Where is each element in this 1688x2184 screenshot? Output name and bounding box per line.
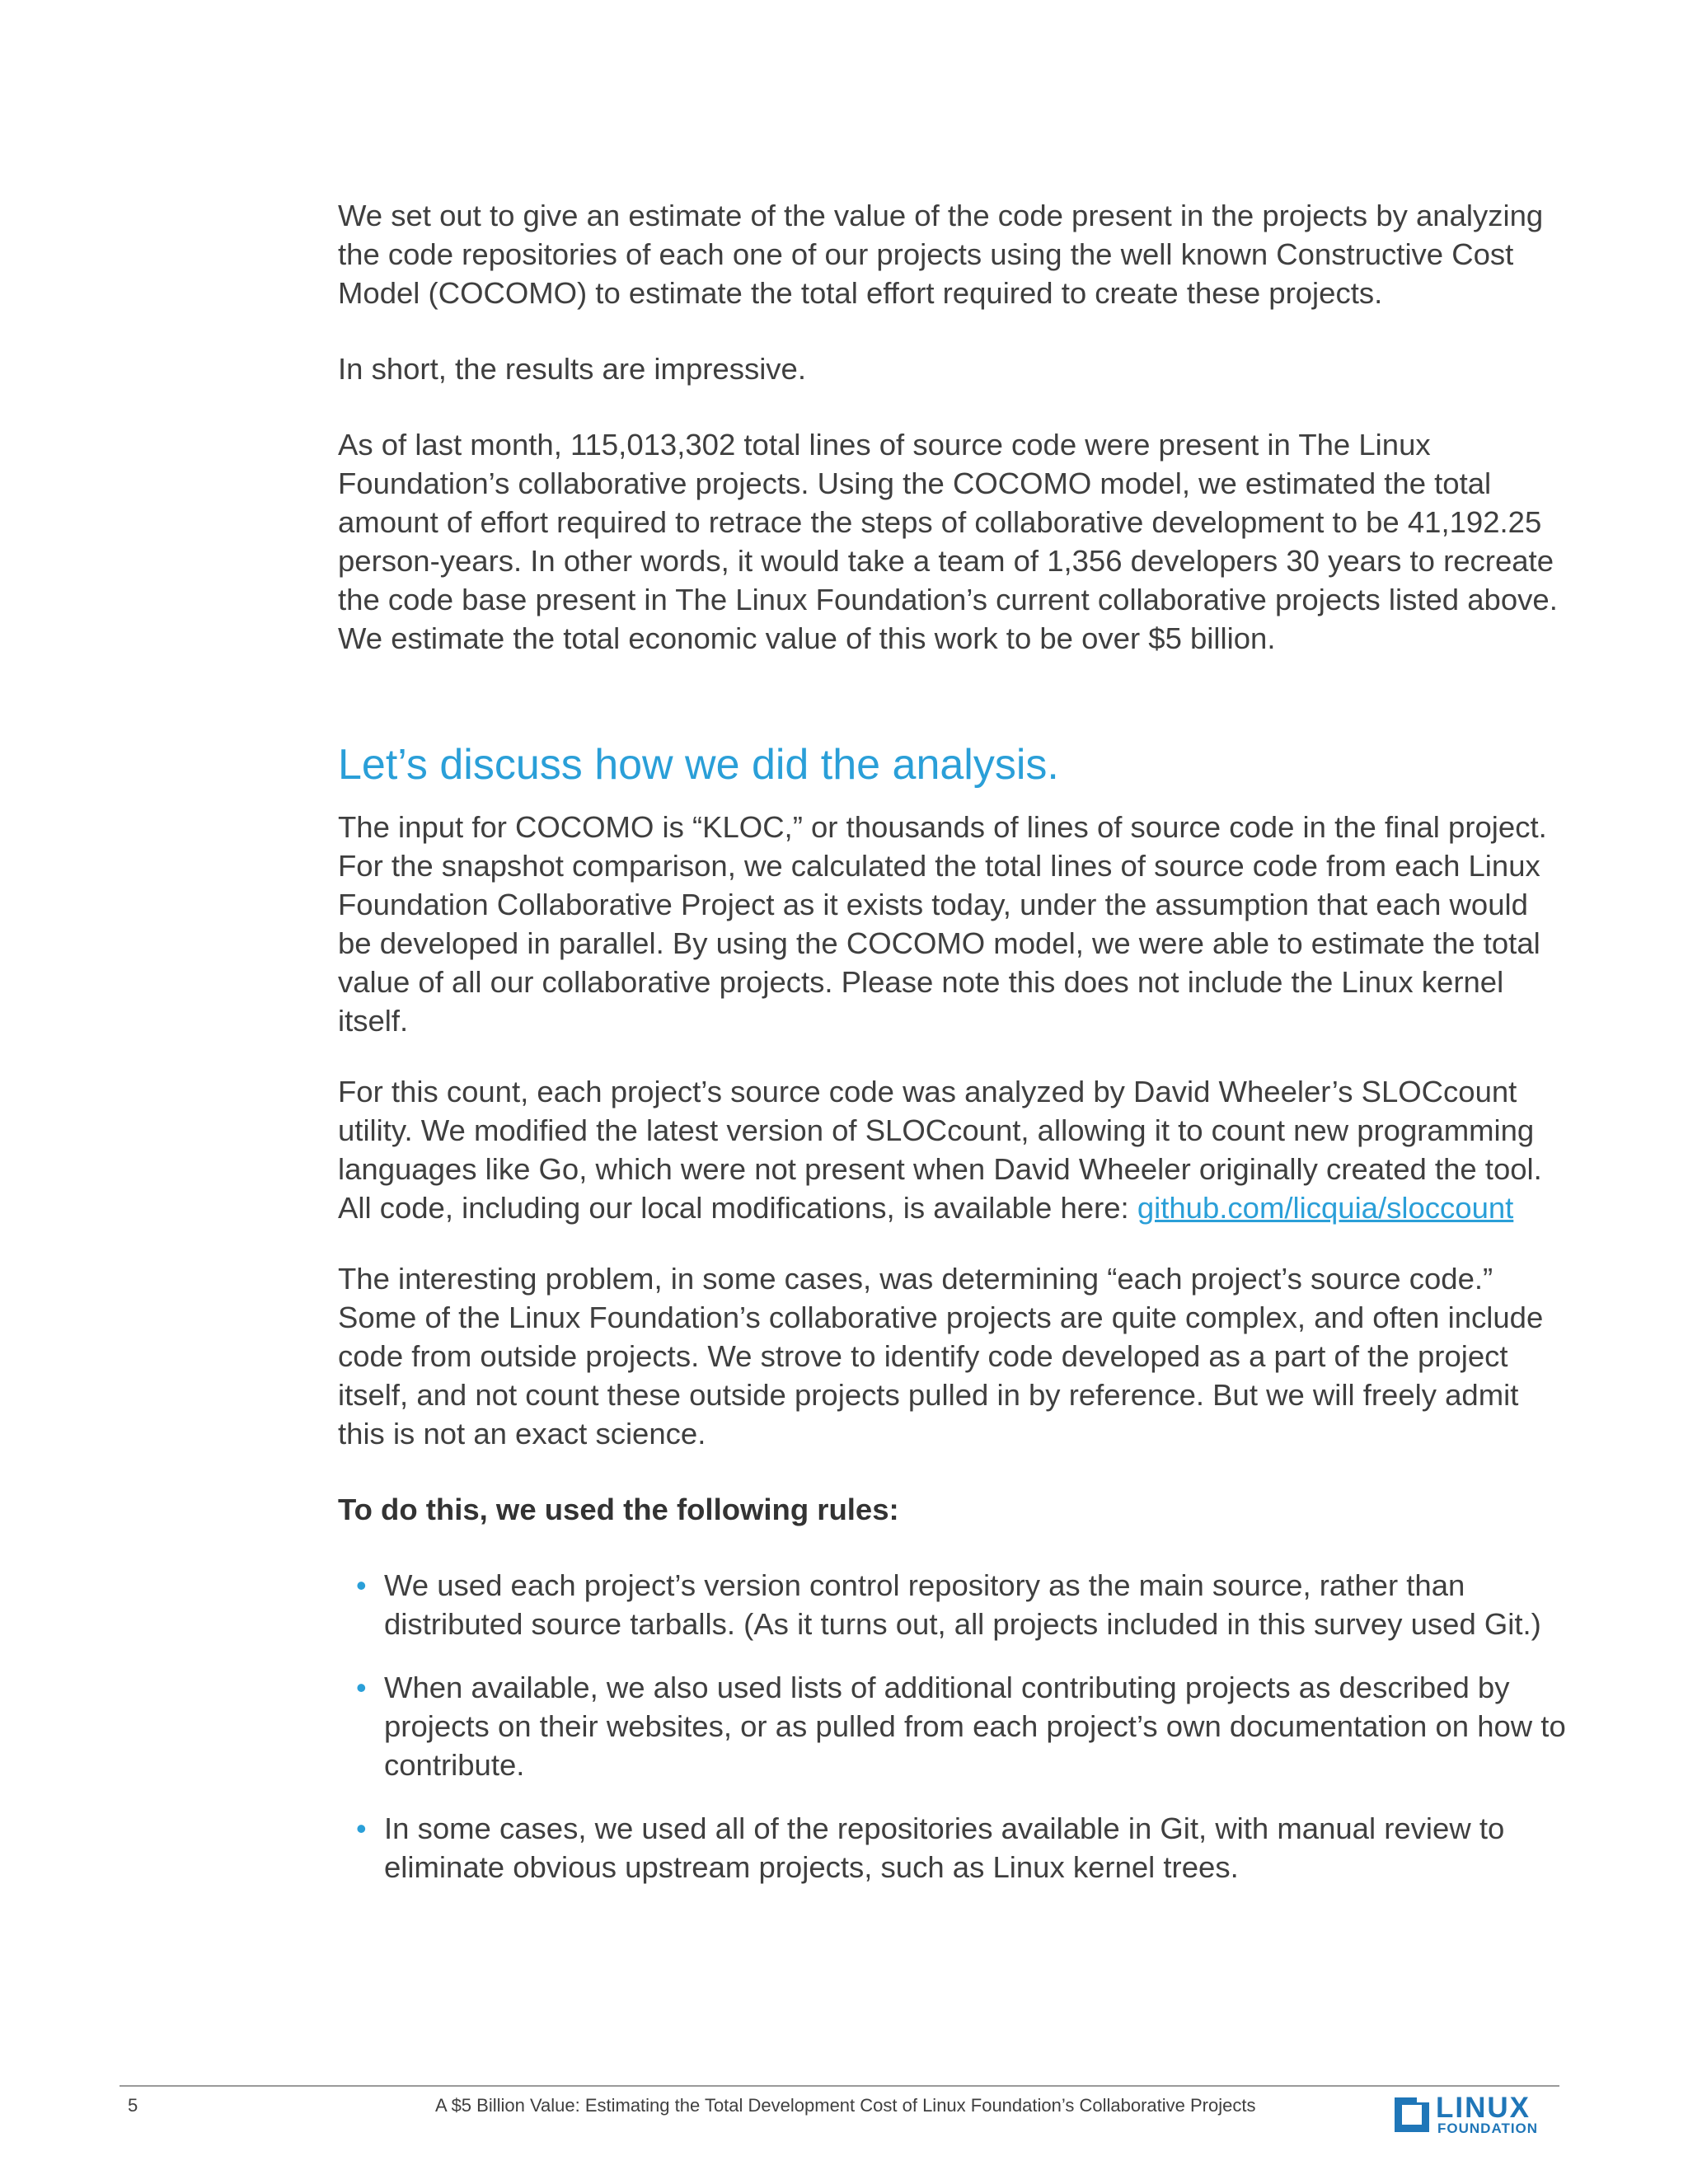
bullet-icon: • xyxy=(356,1671,367,1704)
rules-list xyxy=(338,1566,1566,1886)
analysis-paragraph-3: The interesting problem, in some cases, was determining “each project’s source code.” Some of the Linux Foundation’s collaborative projects are quite complex, and often include code from outside projects. We strove to identify code developed as a part of the project itself, and not count these outside projects pulled in by reference. But we will freely admit this is not an exact science. xyxy=(338,1262,1544,1451)
list-item xyxy=(338,1668,1566,1784)
intro-paragraph-1: We set out to give an estimate of the value of the code present in the projects by analyzing the code repositories of each one of our projects using the well known Constructive Cost Model (COCOMO) to estimate the total effort required to create these projects. xyxy=(338,199,1544,310)
footer-title: A $5 Billion Value: Estimating the Total Development Cost of Linux Foundation’s Collaborative Projects xyxy=(435,2095,1256,2116)
analysis-paragraph-1: The input for COCOMO is “KLOC,” or thousands of lines of source code in the final project. For the snapshot comparison, we calculated the total lines of source code from each Linux Foundation Collaborative Project as it exists today, under the assumption that each would be developed in parallel. By using the COCOMO model, we were able to estimate the total value of all our collaborative projects. Please note this does not include the Linux kernel itself. xyxy=(338,810,1547,1038)
intro-paragraph-3: As of last month, 115,013,302 total lines of source code were present in The Linux Foundation’s collaborative projects. Using the COCOMO model, we estimated the total amount of effort required to retrace the steps of collaborative development to be 41,192.25 person-years. In other words, it would take a team of 1,356 developers 30 years to recreate the code base present in The Linux Foundation’s current collaborative projects listed above. We estimate the total economic value of this work to be over $5 billion. xyxy=(338,428,1558,655)
page-content xyxy=(338,196,1566,1911)
section-heading: Let’s discuss how we did the analysis. xyxy=(338,741,1059,789)
logo-word-foundation: FOUNDATION xyxy=(1437,2121,1539,2136)
rule-text: In some cases, we used all of the repositories available in Git, with manual review to eliminate obvious upstream projects, such as Linux kernel trees. xyxy=(384,1811,1505,1884)
logo-word-linux: LINUX xyxy=(1436,2092,1531,2124)
analysis-paragraph-2 xyxy=(338,1072,1566,1227)
list-item xyxy=(338,1809,1566,1886)
bullet-icon: • xyxy=(356,1811,367,1845)
sloccount-link[interactable]: github.com/licquia/sloccount xyxy=(1137,1191,1514,1225)
page-number: 5 xyxy=(128,2095,138,2116)
rules-title: To do this, we used the following rules: xyxy=(338,1493,899,1526)
list-item xyxy=(338,1566,1566,1643)
bullet-icon: • xyxy=(356,1568,367,1602)
analysis-paragraph-2-text: For this count, each project’s source code was analyzed by David Wheeler’s SLOCcount utility. We modified the latest version of SLOCcount, allowing it to count new programming languages like Go, which were not present when David Wheeler originally created the tool. All code, including our local modifications, is available here: xyxy=(338,1075,1542,1225)
rule-text: When available, we also used lists of additional contributing projects as described by projects on their websites, or as pulled from each project’s own documentation on how to contribute. xyxy=(384,1671,1566,1782)
linux-foundation-logo-icon xyxy=(1395,2097,1429,2132)
intro-paragraph-2: In short, the results are impressive. xyxy=(338,352,806,386)
rule-text: We used each project’s version control repository as the main source, rather than distributed source tarballs. (As it turns out, all projects included in this survey used Git.) xyxy=(384,1568,1541,1641)
footer-divider xyxy=(120,2085,1559,2087)
linux-foundation-logo xyxy=(1395,2092,1559,2138)
